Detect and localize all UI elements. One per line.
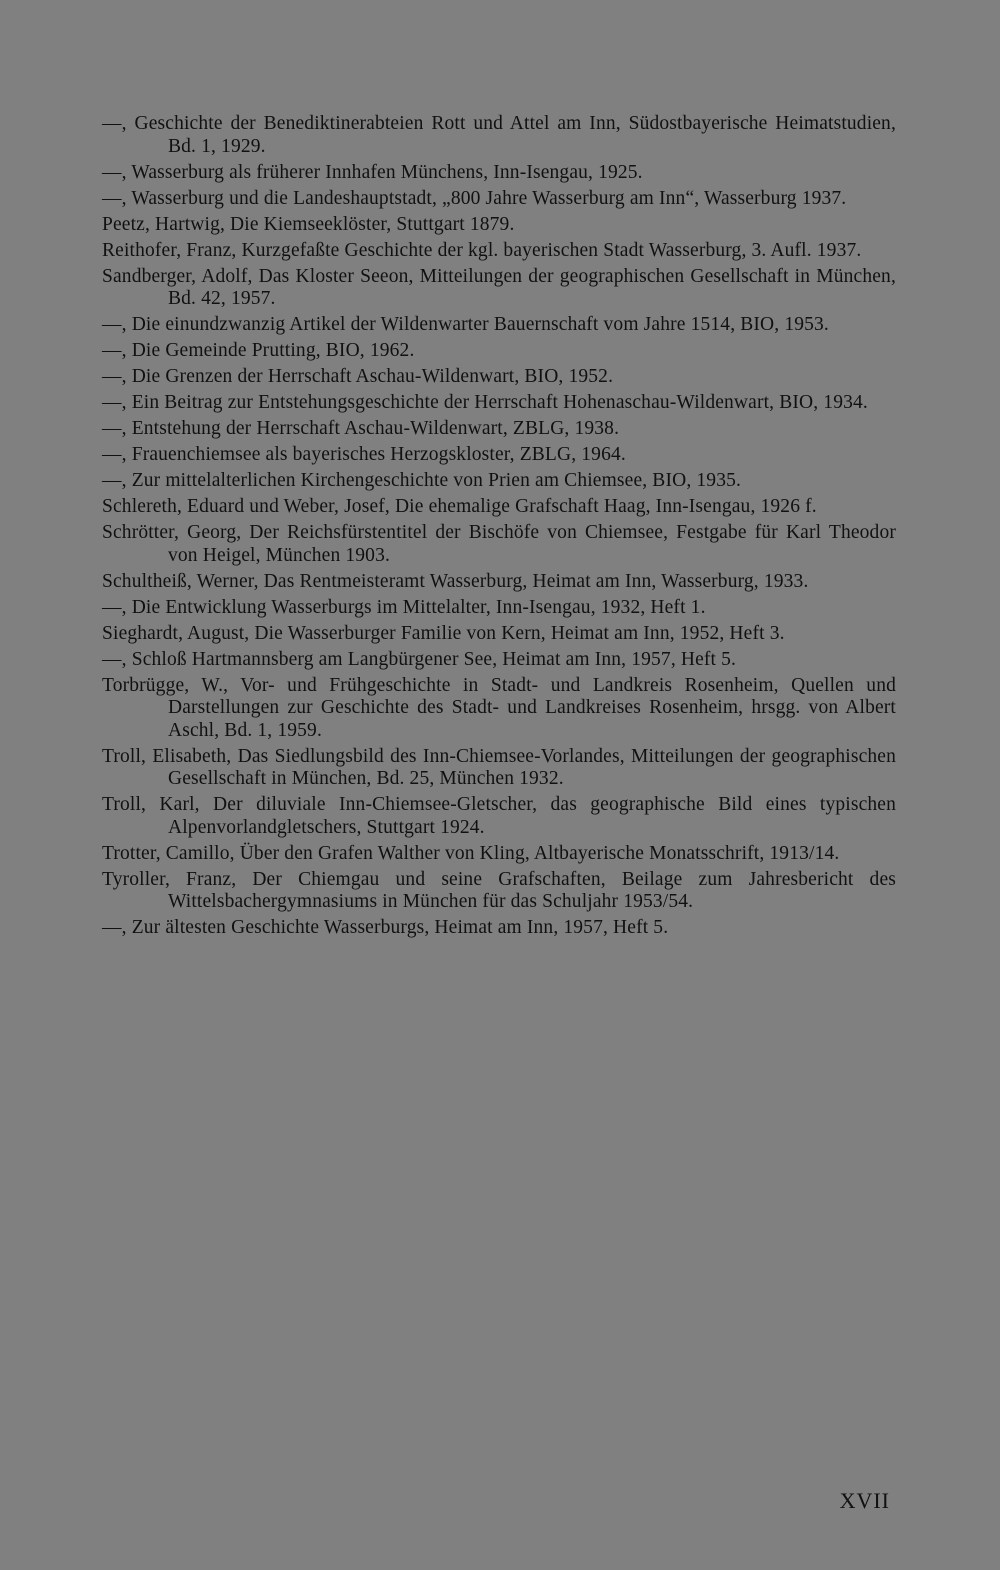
bibliography-entry: Sieghardt, August, Die Wasserburger Familie von Kern, Heimat am Inn, 1952, Heft 3. bbox=[102, 622, 785, 644]
bibliography-entry: —, Schloß Hartmannsberg am Langbürgener See, Heimat am Inn, 1957, Heft 5. bbox=[102, 648, 737, 670]
bibliography-entry: Schultheiß, Werner, Das Rentmeisteramt Wasserburg, Heimat am Inn, Wasserburg, 1933. bbox=[102, 570, 809, 592]
bibliography-entry: —, Frauenchiemsee als bayerisches Herzogskloster, ZBLG, 1964. bbox=[102, 444, 626, 465]
bibliography-entry: Reithofer, Franz, Kurzgefaßte Geschichte der kgl. bayerischen Stadt Wasserburg, 3. Aufl. 1937. bbox=[102, 239, 862, 261]
bibliography-entry: Trotter, Camillo, Über den Grafen Walther von Kling, Altbayerische Monatsschrift, 1913/14. bbox=[102, 842, 840, 864]
bibliography-entry: Troll, Elisabeth, Das Siedlungsbild des Inn-Chiemsee-Vorlandes, Mitteilungen der geographischen Gesellschaft in München, Bd. 25, München 1932. bbox=[102, 745, 896, 789]
bibliography-entry: —, Die Grenzen der Herrschaft Aschau-Wildenwart, BIO, 1952. bbox=[102, 366, 614, 387]
bibliography-list bbox=[102, 113, 896, 943]
bibliography-entry: —, Zur ältesten Geschichte Wasserburgs, Heimat am Inn, 1957, Heft 5. bbox=[102, 917, 669, 938]
bibliography-entry: —, Geschichte der Benediktinerabteien Rott und Attel am Inn, Südostbayerische Heimatstudien, Bd. 1, 1929. bbox=[102, 113, 896, 157]
bibliography-entry: Peetz, Hartwig, Die Kiemseeklöster, Stuttgart 1879. bbox=[102, 213, 515, 235]
bibliography-entry: Torbrügge, W., Vor- und Frühgeschichte in Stadt- und Landkreis Rosenheim, Quellen und Darstellungen zur Geschichte des Stadt- und Landkreises Rosenheim, hrsgg. von Albert Aschl, Bd. 1, 1959. bbox=[102, 674, 896, 741]
bibliography-entry: —, Wasserburg als früherer Innhafen Münchens, Inn-Isengau, 1925. bbox=[102, 161, 643, 183]
bibliography-entry: Tyroller, Franz, Der Chiemgau und seine Grafschaften, Beilage zum Jahresbericht des Wittelsbachergymnasiums in München für das Schuljahr 1953/54. bbox=[102, 868, 896, 912]
page-number: XVII bbox=[839, 1488, 890, 1513]
bibliography-entry: Troll, Karl, Der diluviale Inn-Chiemsee-Gletscher, das geographische Bild eines typischen Alpenvorlandgletschers, Stuttgart 1924. bbox=[102, 794, 896, 838]
bibliography-entry: —, Wasserburg und die Landeshauptstadt, „800 Jahre Wasserburg am Inn“, Wasserburg 1937. bbox=[102, 187, 847, 209]
bibliography-entry: —, Zur mittelalterlichen Kirchengeschichte von Prien am Chiemsee, BIO, 1935. bbox=[102, 470, 742, 491]
bibliography-entry: —, Die Gemeinde Prutting, BIO, 1962. bbox=[102, 340, 415, 361]
bibliography-entry: Sandberger, Adolf, Das Kloster Seeon, Mitteilungen der geographischen Gesellschaft in München, Bd. 42, 1957. bbox=[102, 265, 896, 309]
bibliography-entry: —, Ein Beitrag zur Entstehungsgeschichte der Herrschaft Hohenaschau-Wildenwart, BIO, 1934. bbox=[102, 392, 868, 413]
bibliography-entry: —, Die Entwicklung Wasserburgs im Mittelalter, Inn-Isengau, 1932, Heft 1. bbox=[102, 596, 706, 618]
bibliography-entry: —, Entstehung der Herrschaft Aschau-Wildenwart, ZBLG, 1938. bbox=[102, 418, 620, 439]
bibliography-entry: —, Die einundzwanzig Artikel der Wildenwarter Bauernschaft vom Jahre 1514, BIO, 1953. bbox=[102, 314, 829, 335]
bibliography-entry: Schrötter, Georg, Der Reichsfürstentitel der Bischöfe von Chiemsee, Festgabe für Karl Theodor von Heigel, München 1903. bbox=[102, 522, 896, 566]
bibliography-entry: Schlereth, Eduard und Weber, Josef, Die ehemalige Grafschaft Haag, Inn-Isengau, 1926 f. bbox=[102, 496, 817, 517]
